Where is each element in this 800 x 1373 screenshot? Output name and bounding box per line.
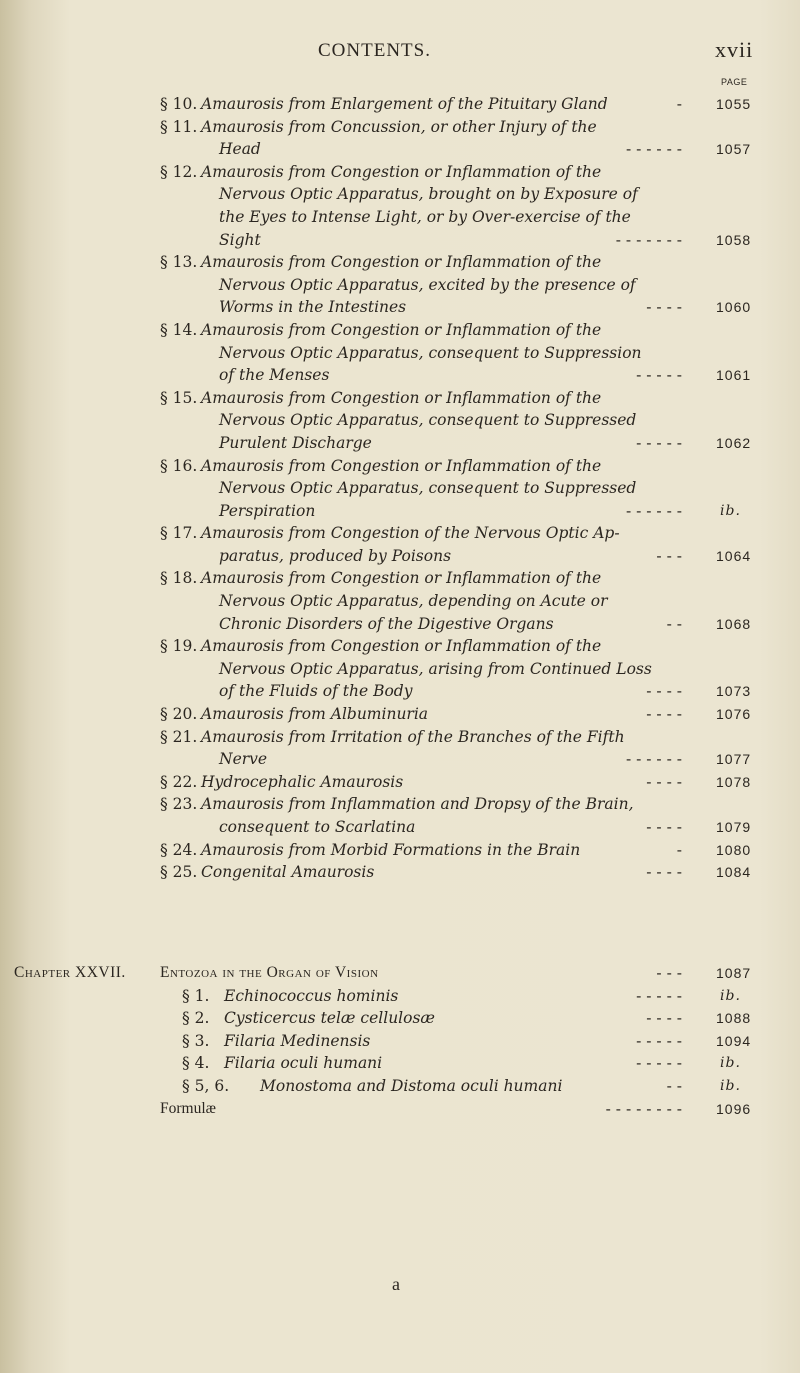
- page-number: 1062: [716, 434, 752, 451]
- toc-entry-line: [0, 138, 800, 161]
- entry-title-text: of the Menses: [219, 366, 330, 385]
- leader-dashes: - - - -: [646, 863, 682, 882]
- page-number: 1088: [716, 1010, 752, 1027]
- page-number: ib.: [720, 1078, 741, 1094]
- section-number: § 1.: [182, 986, 210, 1005]
- toc-entry: [0, 455, 800, 523]
- toc-entry-line: [0, 206, 800, 229]
- toc-entry-line: [0, 613, 800, 636]
- entry-title-text: Nervous Optic Apparatus, brought on by Exposure of: [219, 185, 638, 204]
- leader-dashes: - - - - -: [636, 433, 682, 452]
- section-number: § 20.: [160, 705, 198, 724]
- toc-entry-line: [0, 364, 800, 387]
- page-number: 1057: [716, 141, 752, 158]
- toc-entry: [0, 319, 800, 387]
- toc-entry-line: [0, 274, 800, 297]
- page-number: 1068: [716, 615, 752, 632]
- section-number: § 16.: [160, 456, 198, 475]
- entry-title-text: Amaurosis from Inflammation and Dropsy of the Brain,: [201, 795, 634, 814]
- toc-entry-line: [0, 680, 800, 703]
- entry-title-text: Head: [219, 140, 261, 159]
- toc-entry-line: [0, 477, 800, 500]
- toc-entry-line: [0, 861, 800, 884]
- entry-title-text: Hydrocephalic Amaurosis: [201, 772, 404, 791]
- page-number: 1079: [716, 819, 752, 835]
- section-title-text: Filaria Medinensis: [224, 1031, 371, 1050]
- toc-entry-line: [0, 816, 800, 839]
- entry-title-text: Worms in the Intestines: [219, 298, 407, 317]
- page-number: 1076: [716, 706, 752, 723]
- entry-title-text: Chronic Disorders of the Digestive Organs: [219, 614, 554, 633]
- section-number: § 2.: [182, 1009, 210, 1028]
- entry-title-text: Sight: [219, 230, 261, 249]
- toc-entry: [0, 387, 800, 455]
- section-title-text: Cysticercus telæ cellulosæ: [224, 1009, 435, 1028]
- leader-dashes: - - - -: [646, 772, 682, 791]
- leader-dashes: - -: [666, 614, 682, 633]
- section-number: § 14.: [160, 320, 198, 339]
- page-number: ib.: [720, 1055, 741, 1072]
- chapter-section-line: [0, 1052, 800, 1075]
- entry-title-text: Congenital Amaurosis: [201, 863, 375, 882]
- toc-entry: [0, 635, 800, 703]
- toc-entry-line: [0, 658, 800, 681]
- toc-entry-line: [0, 567, 800, 590]
- page-number: 1073: [716, 683, 752, 700]
- toc-entry-line: [0, 183, 800, 206]
- leader-dashes: - - - - - -: [625, 750, 682, 769]
- leader-dashes: - - - -: [646, 818, 682, 836]
- chapter-section-line: [0, 1075, 800, 1098]
- toc-entry-line: [0, 409, 800, 432]
- chapter-label: Chapter XXVII.: [14, 964, 126, 981]
- page-number: 1087: [716, 965, 752, 981]
- toc-entry-line: [0, 748, 800, 771]
- page-number: 1058: [716, 231, 752, 248]
- toc-entry-line: [0, 296, 800, 319]
- page-number: ib.: [720, 987, 741, 1004]
- entry-title-text: Amaurosis from Albuminuria: [201, 705, 429, 724]
- toc-entry-line: [0, 342, 800, 365]
- section-number: § 17.: [160, 524, 198, 543]
- header-page-number: xvii: [715, 37, 754, 62]
- toc-entry: [0, 861, 800, 884]
- page-number: 1078: [716, 773, 752, 790]
- entry-title-text: Nervous Optic Apparatus, depending on Acute or: [219, 592, 608, 611]
- page-number: 1061: [716, 367, 752, 384]
- chapter-heading-line: [0, 962, 800, 985]
- leader-dashes: -: [676, 840, 682, 859]
- formulae-line: [0, 1098, 800, 1121]
- entry-title-text: Amaurosis from Congestion or Inflammation of the: [201, 320, 602, 339]
- signature-mark: a: [392, 1274, 400, 1294]
- toc-entry-line: [0, 590, 800, 613]
- leader-dashes: - - - - -: [636, 366, 682, 385]
- leader-dashes: - - - -: [646, 1009, 682, 1028]
- toc-entry-line: [0, 793, 800, 816]
- toc-entry: [0, 771, 800, 794]
- toc-entry: [0, 116, 800, 161]
- entry-title-text: paratus, produced by Poisons: [219, 546, 452, 565]
- leader-dashes: - - -: [656, 546, 682, 565]
- toc-entry: [0, 726, 800, 771]
- toc-entry: [0, 567, 800, 635]
- entry-title-text: Amaurosis from Congestion or Inflammation of the: [201, 637, 602, 656]
- chapter-section-line: [0, 1030, 800, 1053]
- entry-title-text: Amaurosis from Morbid Formations in the Brain: [201, 840, 581, 859]
- section-number: § 25.: [160, 863, 198, 882]
- toc-entry: [0, 793, 800, 838]
- leader-dashes: - - -: [656, 964, 682, 982]
- toc-entry-line: [0, 500, 800, 523]
- toc-entry-line: [0, 455, 800, 478]
- page-number: ib.: [720, 502, 741, 519]
- entry-title-text: of the Fluids of the Body: [219, 682, 413, 701]
- leader-dashes: - - - - - - -: [615, 230, 682, 249]
- toc-entry-line: [0, 522, 800, 545]
- leader-dashes: - - - -: [646, 705, 682, 724]
- entry-title-text: Nervous Optic Apparatus, consequent to Suppressed: [219, 411, 637, 430]
- section-title-text: Monostoma and Distoma oculi humani: [260, 1077, 563, 1095]
- entry-title-text: Amaurosis from Congestion or Inflammation of the: [201, 456, 602, 475]
- page-number: 1094: [716, 1032, 752, 1049]
- running-header: [0, 37, 800, 66]
- toc-entry-line: [0, 432, 800, 455]
- contents-entries: [0, 93, 800, 884]
- chapter-section-line: [0, 985, 800, 1008]
- entry-title-text: Nervous Optic Apparatus, arising from Continued Loss: [219, 659, 652, 678]
- section-number: § 5, 6.: [182, 1077, 230, 1095]
- leader-dashes: - - - - - -: [625, 501, 682, 520]
- entry-title-text: Amaurosis from Congestion or Inflammation of the: [201, 569, 602, 588]
- page-number: 1055: [716, 96, 752, 112]
- page-number: 1060: [716, 299, 752, 316]
- entry-title-text: Amaurosis from Concussion, or other Injury of the: [201, 117, 597, 136]
- toc-entry-line: [0, 635, 800, 658]
- entry-title-text: Amaurosis from Irritation of the Branches of the Fifth: [201, 727, 625, 746]
- page-number: 1096: [716, 1100, 752, 1117]
- toc-entry-line: [0, 116, 800, 139]
- section-number: § 23.: [160, 795, 198, 814]
- entry-title-text: Nervous Optic Apparatus, consequent to Suppression: [219, 343, 642, 362]
- section-number: § 15.: [160, 388, 198, 407]
- section-number: § 21.: [160, 727, 198, 746]
- entry-title-text: Amaurosis from Congestion or Inflammation of the: [201, 162, 602, 181]
- page-column-label: PAGE: [721, 77, 748, 87]
- chapter-section-line: [0, 1007, 800, 1030]
- section-number: § 11.: [160, 117, 198, 136]
- page-number: 1080: [716, 841, 752, 858]
- toc-entry-line: [0, 93, 800, 116]
- entry-title-text: consequent to Scarlatina: [219, 818, 416, 836]
- leader-dashes: - - - -: [646, 682, 682, 701]
- entry-title-text: Amaurosis from Congestion of the Nervous Optic Ap-: [201, 524, 620, 543]
- leader-dashes: - - - -: [646, 298, 682, 317]
- page-number: 1084: [716, 864, 752, 881]
- toc-entry: [0, 161, 800, 251]
- toc-entry: [0, 522, 800, 567]
- section-number: § 22.: [160, 772, 198, 791]
- toc-entry-line: [0, 703, 800, 726]
- leader-dashes: - - - - - - - -: [605, 1099, 682, 1118]
- entry-title-text: Nervous Optic Apparatus, consequent to Suppressed: [219, 479, 637, 498]
- header-title: CONTENTS.: [318, 40, 431, 61]
- toc-entry-line: [0, 229, 800, 252]
- section-number: § 24.: [160, 840, 198, 859]
- chapter-title: Entozoa in the Organ of Vision: [160, 964, 379, 981]
- toc-entry-line: [0, 251, 800, 274]
- leader-dashes: -: [676, 95, 682, 113]
- toc-entry-line: [0, 771, 800, 794]
- section-number: § 10.: [160, 95, 198, 113]
- section-number: § 4.: [182, 1054, 210, 1073]
- toc-entry-line: [0, 839, 800, 862]
- leader-dashes: - - - - -: [636, 1031, 682, 1050]
- entry-title-text: Nerve: [219, 750, 268, 769]
- section-number: § 12.: [160, 162, 198, 181]
- toc-entry-line: [0, 319, 800, 342]
- leader-dashes: - -: [666, 1077, 682, 1095]
- toc-entry: [0, 93, 800, 116]
- section-number: § 13.: [160, 253, 198, 272]
- entry-title-text: Amaurosis from Enlargement of the Pituitary Gland: [201, 95, 608, 113]
- section-number: § 18.: [160, 569, 198, 588]
- entry-title-text: Perspiration: [219, 501, 316, 520]
- entry-title-text: the Eyes to Intense Light, or by Over-exercise of the: [219, 207, 631, 226]
- entry-title-text: Amaurosis from Congestion or Inflammation of the: [201, 253, 602, 272]
- section-number: § 19.: [160, 637, 198, 656]
- formulae-label: Formulæ: [160, 1099, 216, 1117]
- entry-title-text: Nervous Optic Apparatus, excited by the presence of: [219, 275, 636, 294]
- section-title-text: Echinococcus hominis: [224, 986, 399, 1005]
- page-number: 1064: [716, 547, 752, 564]
- section-title-text: Filaria oculi humani: [224, 1054, 383, 1073]
- entry-title-text: Purulent Discharge: [219, 433, 372, 452]
- leader-dashes: - - - - -: [636, 1054, 682, 1073]
- toc-entry-line: [0, 387, 800, 410]
- toc-entry: [0, 251, 800, 319]
- page-number: 1077: [716, 751, 752, 768]
- entry-title-text: Amaurosis from Congestion or Inflammation of the: [201, 388, 602, 407]
- toc-entry-line: [0, 161, 800, 184]
- toc-entry-line: [0, 545, 800, 568]
- toc-entry-line: [0, 726, 800, 749]
- section-number: § 3.: [182, 1031, 210, 1050]
- toc-entry: [0, 839, 800, 862]
- leader-dashes: - - - - - -: [625, 140, 682, 159]
- toc-entry: [0, 703, 800, 726]
- leader-dashes: - - - - -: [636, 986, 682, 1005]
